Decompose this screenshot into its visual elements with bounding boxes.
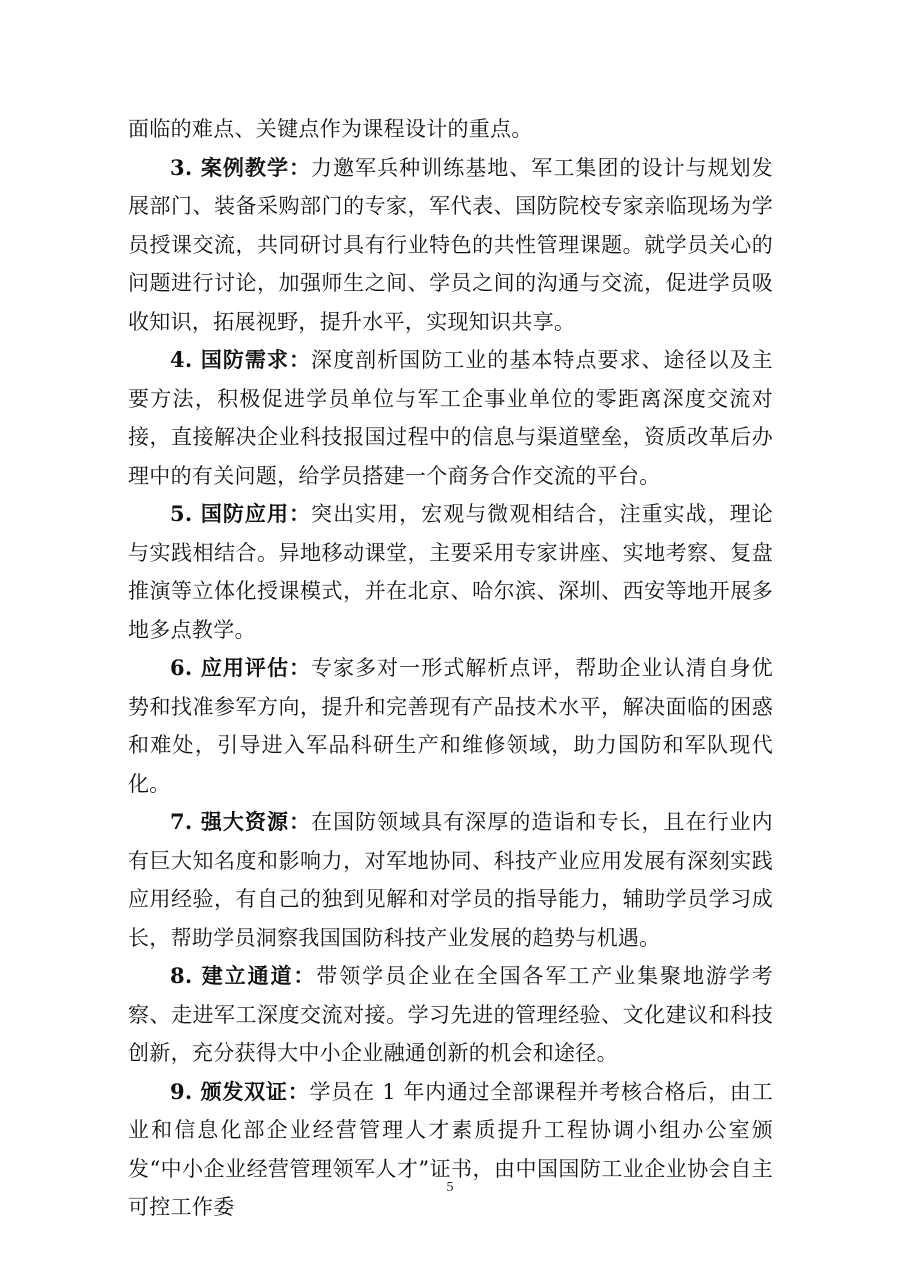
lead-paragraph bbox=[128, 110, 773, 149]
section-text: 深度剖析国防工业的基本特点要求、途径以及主要方法，积极促进学员单位与军工企事业单位的零距离深度交流对接，直接解决企业科技报国过程中的信息与渠道壁垒，资质改革后办理中的有关问题，给学员搭建一个商务合作交流的平台。 bbox=[128, 348, 773, 488]
section-text: 力邀军兵种训练基地、军工集团的设计与规划发展部门、装备采购部门的专家，军代表、国防院校专家亲临现场为学员授课交流，共同研讨具有行业特色的共性管理课题。就学员关心的问题进行讨论，加强师生之间、学员之间的沟通与交流，促进学员吸收知识，拓展视野，提升水平，实现知识共享。 bbox=[128, 155, 773, 334]
section-5-defense-application bbox=[128, 495, 773, 649]
section-3-case-teaching bbox=[128, 149, 773, 342]
section-4-defense-needs bbox=[128, 341, 773, 495]
section-8-build-channels bbox=[128, 957, 773, 1073]
page-number: 5 bbox=[446, 1180, 454, 1195]
section-text: 在国防领域具有深厚的造诣和专长，且在行业内有巨大知名度和影响力，对军地协同、科技产业应用发展有深刻实践应用经验，有自己的独到见解和对学员的指导能力，辅助学员学习成长，帮助学员洞察我国国防科技产业发展的趋势与机遇。 bbox=[128, 810, 773, 950]
section-9-dual-certificates bbox=[128, 1073, 773, 1227]
section-label: 6. 应用评估： bbox=[170, 655, 312, 680]
section-text: 带领学员企业在全国各军工产业集聚地游学考察、走进军工深度交流对接。学习先进的管理经验、文化建议和科技创新，充分获得大中小企业融通创新的机会和途径。 bbox=[128, 964, 773, 1065]
section-label: 8. 建立通道： bbox=[170, 963, 317, 988]
section-label: 7. 强大资源： bbox=[170, 809, 312, 834]
document-body bbox=[128, 110, 773, 1227]
section-7-strong-resources bbox=[128, 803, 773, 957]
section-label: 4. 国防需求： bbox=[170, 347, 312, 372]
section-text: 专家多对一形式解析点评，帮助企业认清自身优势和找准参军方向，提升和完善现有产品技术水平，解决面临的困惑和难处，引导进入军品科研生产和维修领域，助力国防和军队现代化。 bbox=[128, 656, 773, 796]
section-text: 学员在 1 年内通过全部课程并考核合格后，由工业和信息化部企业经营管理人才素质提升工程协调小组办公室颁发“中小企业经营管理领军人才”证书，由中国国防工业企业协会自主可控工作委 bbox=[128, 1079, 773, 1219]
section-label: 3. 案例教学： bbox=[170, 154, 312, 180]
section-label: 5. 国防应用： bbox=[170, 501, 312, 526]
section-label: 9. 颁发双证： bbox=[170, 1078, 310, 1104]
section-6-application-evaluation bbox=[128, 649, 773, 803]
lead-text: 面临的难点、关键点作为课程设计的重点。 bbox=[128, 117, 533, 141]
section-text: 突出实用，宏观与微观相结合，注重实战，理论与实践相结合。异地移动课堂，主要采用专家讲座、实地考察、复盘推演等立体化授课模式，并在北京、哈尔滨、深圳、西安等地开展多地多点教学。 bbox=[128, 502, 773, 642]
